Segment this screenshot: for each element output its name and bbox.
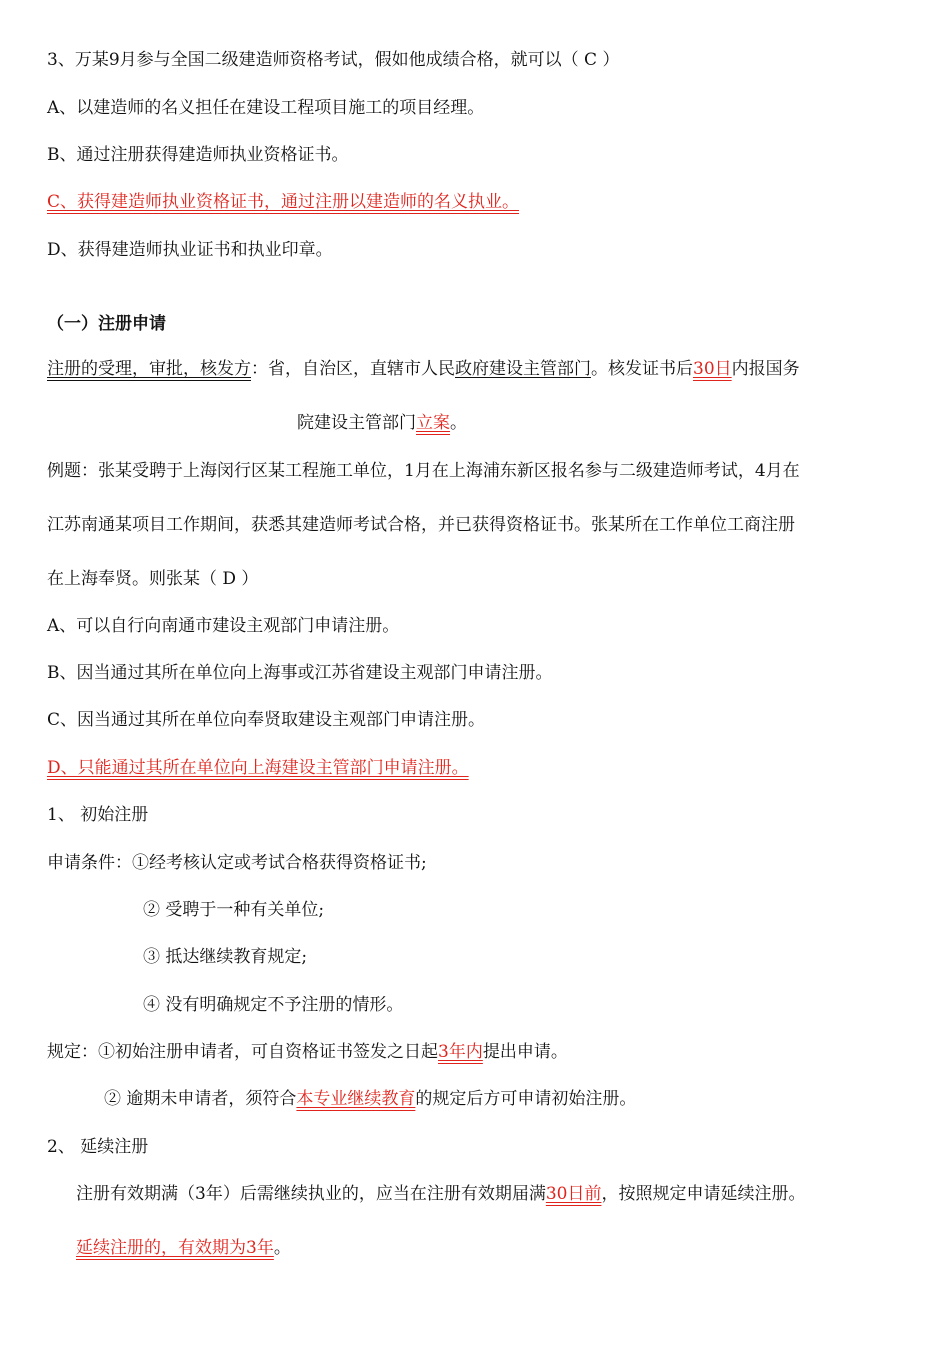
rule-2	[104, 1087, 636, 1111]
example-line-2: 江苏南通某项目工作期间，获悉其建造师考试合格，并已获得资格证书。张某所在工作单位工商注册	[47, 515, 795, 535]
question-3-option-a: A、以建造师的名义担任在建设工程项目施工的项目经理。	[47, 98, 485, 118]
text-run: 院建设主管部门	[297, 413, 416, 433]
rule-1	[47, 1040, 568, 1064]
question-3-option-c-answer: C、获得建造师执业资格证书，通过注册以建造师的名义执业。	[47, 192, 520, 212]
days-highlight: 30日	[693, 359, 732, 379]
question-3-option-b: B、通过注册获得建造师执业资格证书。	[47, 145, 349, 165]
filing-highlight: 立案	[416, 413, 450, 433]
question-3-option-d: D、获得建造师执业证书和执业印章。	[47, 240, 333, 260]
text-run: 。核发证书后	[591, 359, 693, 379]
renewal-years-highlight: 3年	[246, 1238, 274, 1258]
text-run: 延续注册的，有效期为	[76, 1238, 246, 1258]
initial-registration-heading: 1、 初始注册	[47, 805, 149, 825]
text-run: 提出申请。	[482, 1042, 568, 1062]
condition-2: ② 受聘于一种有关单位;	[143, 900, 325, 920]
text-run: 。	[273, 1238, 291, 1258]
example-option-c: C、因当通过其所在单位向奉贤取建设主观部门申请注册。	[47, 710, 486, 730]
renewal-heading: 2、 延续注册	[47, 1137, 149, 1157]
renewal-paragraph	[76, 1182, 805, 1206]
gov-dept: 政府建设主管部门	[455, 359, 591, 379]
question-3-stem: 3、万某9月参与全国二级建造师资格考试，假如他成绩合格，就可以（ C ）	[47, 50, 620, 70]
condition-3: ③ 抵达继续教育规定;	[143, 947, 308, 967]
years-highlight: 3年内	[438, 1042, 483, 1062]
condition-4: ④ 没有明确规定不予注册的情形。	[143, 995, 404, 1015]
renewal-validity	[76, 1236, 291, 1260]
example-line-1: 例题：张某受聘于上海闵行区某工程施工单位，1月在上海浦东新区报名参与二级建造师考试，4月在	[47, 461, 800, 481]
text-run: 规定：①初始注册申请者，可自资格证书签发之日起	[47, 1042, 438, 1062]
example-option-b: B、因当通过其所在单位向上海事或江苏省建设主观部门申请注册。	[47, 663, 553, 683]
text-run: 。	[450, 413, 467, 433]
registration-paragraph-line-2	[297, 411, 467, 435]
example-line-3: 在上海奉贤。则张某（ D ）	[47, 569, 259, 589]
example-option-d-answer: D、只能通过其所在单位向上海建设主管部门申请注册。	[47, 758, 469, 778]
text-run: 注册有效期满（3年）后需继续执业的，应当在注册有效期届满	[76, 1184, 546, 1204]
renewal-days-highlight: 30日前	[545, 1184, 602, 1204]
text-run: 的规定后方可申请初始注册。	[415, 1089, 637, 1109]
text-run: ，按照规定申请延续注册。	[601, 1184, 806, 1204]
registration-paragraph-line-1	[47, 357, 800, 381]
text-run: ② 逾期未申请者，须符合	[104, 1089, 297, 1109]
authority-label: 注册的受理，审批，核发方	[47, 359, 251, 379]
education-highlight: 本专业继续教育	[296, 1089, 416, 1109]
condition-1: 申请条件：①经考核认定或考试合格获得资格证书;	[47, 853, 427, 873]
text-run: 内报国务	[731, 359, 800, 379]
example-option-a: A、可以自行向南通市建设主观部门申请注册。	[47, 616, 400, 636]
text-run: ：省，自治区，直辖市人民	[251, 359, 455, 379]
section-title: （一）注册申请	[47, 314, 166, 334]
